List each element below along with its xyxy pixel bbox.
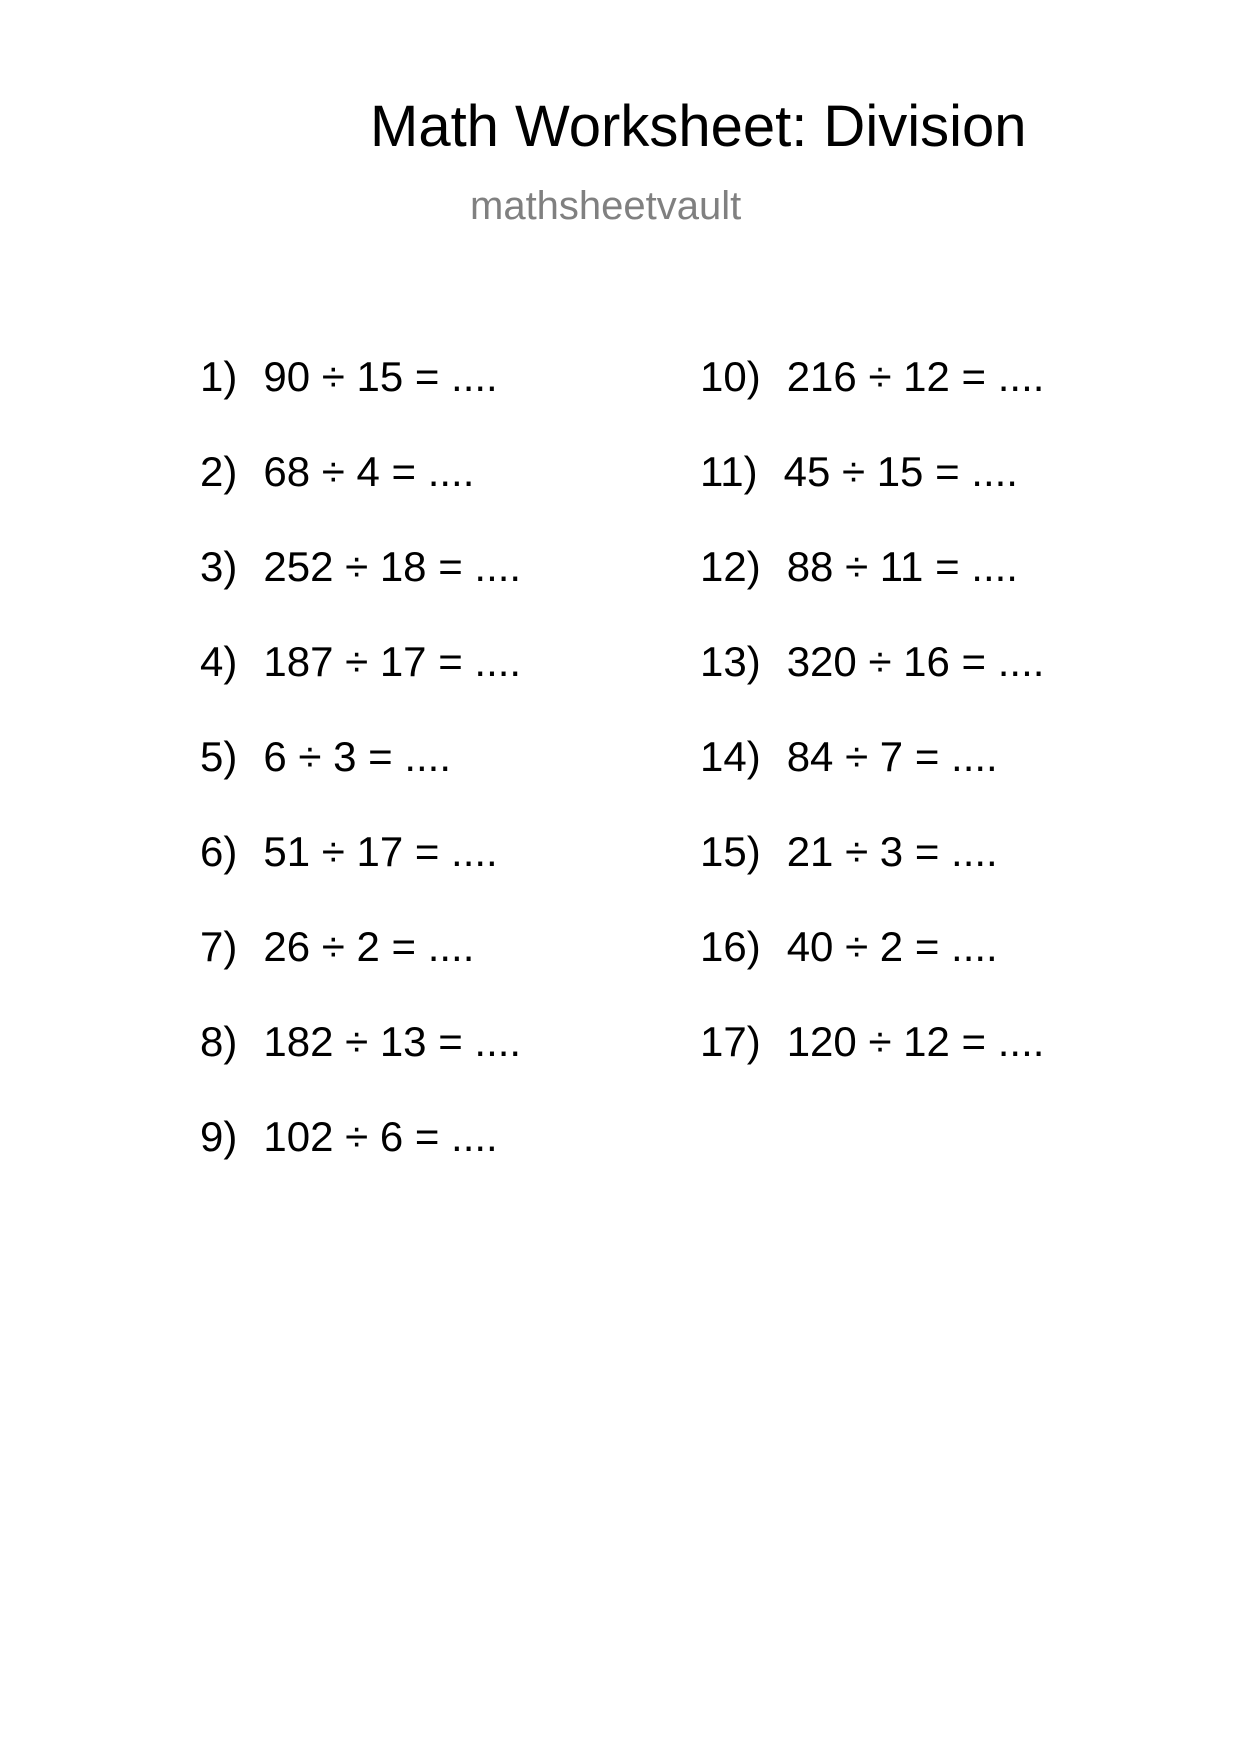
problem-item <box>700 543 1018 590</box>
problem-expression: 187 ÷ 17 = .... <box>263 638 522 685</box>
problem-item <box>200 353 498 400</box>
problem-item <box>700 353 1045 400</box>
problem-number: 5) <box>200 733 238 780</box>
problem-number: 4) <box>200 638 238 685</box>
problem-item <box>700 448 1018 495</box>
problem-expression: 51 ÷ 17 = .... <box>263 828 498 875</box>
problem-item <box>700 733 998 780</box>
problem-expression: 45 ÷ 15 = .... <box>783 448 1018 495</box>
problem-number: 10) <box>700 353 761 400</box>
problem-item <box>700 923 998 970</box>
problem-expression: 84 ÷ 7 = .... <box>786 733 998 780</box>
problem-item <box>200 733 452 780</box>
problem-number: 1) <box>200 353 238 400</box>
problem-number: 6) <box>200 828 238 875</box>
problem-number: 9) <box>200 1113 238 1160</box>
problem-expression: 26 ÷ 2 = .... <box>263 923 475 970</box>
problem-item <box>200 543 522 590</box>
problem-number: 13) <box>700 638 761 685</box>
problem-expression: 90 ÷ 15 = .... <box>263 353 498 400</box>
problem-expression: 182 ÷ 13 = .... <box>263 1018 522 1065</box>
problem-number: 16) <box>700 923 761 970</box>
problem-expression: 88 ÷ 11 = .... <box>786 543 1018 590</box>
problem-number: 11) <box>700 448 758 495</box>
problem-number: 7) <box>200 923 238 970</box>
problem-expression: 252 ÷ 18 = .... <box>263 543 522 590</box>
problem-item <box>200 448 475 495</box>
problem-number: 8) <box>200 1018 238 1065</box>
problem-expression: 216 ÷ 12 = .... <box>786 353 1045 400</box>
problem-number: 3) <box>200 543 238 590</box>
problem-item <box>700 638 1045 685</box>
problem-item <box>700 828 998 875</box>
problem-number: 12) <box>700 543 761 590</box>
problem-item <box>200 1018 522 1065</box>
site-name: mathsheetvault <box>470 184 742 228</box>
problem-number: 17) <box>700 1018 761 1065</box>
problem-number: 2) <box>200 448 238 495</box>
problem-item <box>200 638 522 685</box>
problem-item <box>200 1113 498 1160</box>
problem-expression: 21 ÷ 3 = .... <box>786 828 998 875</box>
problem-number: 14) <box>700 733 761 780</box>
problem-expression: 40 ÷ 2 = .... <box>786 923 998 970</box>
problem-item <box>200 828 498 875</box>
problem-expression: 320 ÷ 16 = .... <box>786 638 1045 685</box>
problem-number: 15) <box>700 828 761 875</box>
problem-expression: 6 ÷ 3 = .... <box>263 733 452 780</box>
problem-expression: 120 ÷ 12 = .... <box>786 1018 1045 1065</box>
problem-item <box>700 1018 1045 1065</box>
problem-expression: 102 ÷ 6 = .... <box>263 1113 498 1160</box>
problem-item <box>200 923 475 970</box>
page-title: Math Worksheet: Division <box>370 94 1027 159</box>
problem-expression: 68 ÷ 4 = .... <box>263 448 475 495</box>
